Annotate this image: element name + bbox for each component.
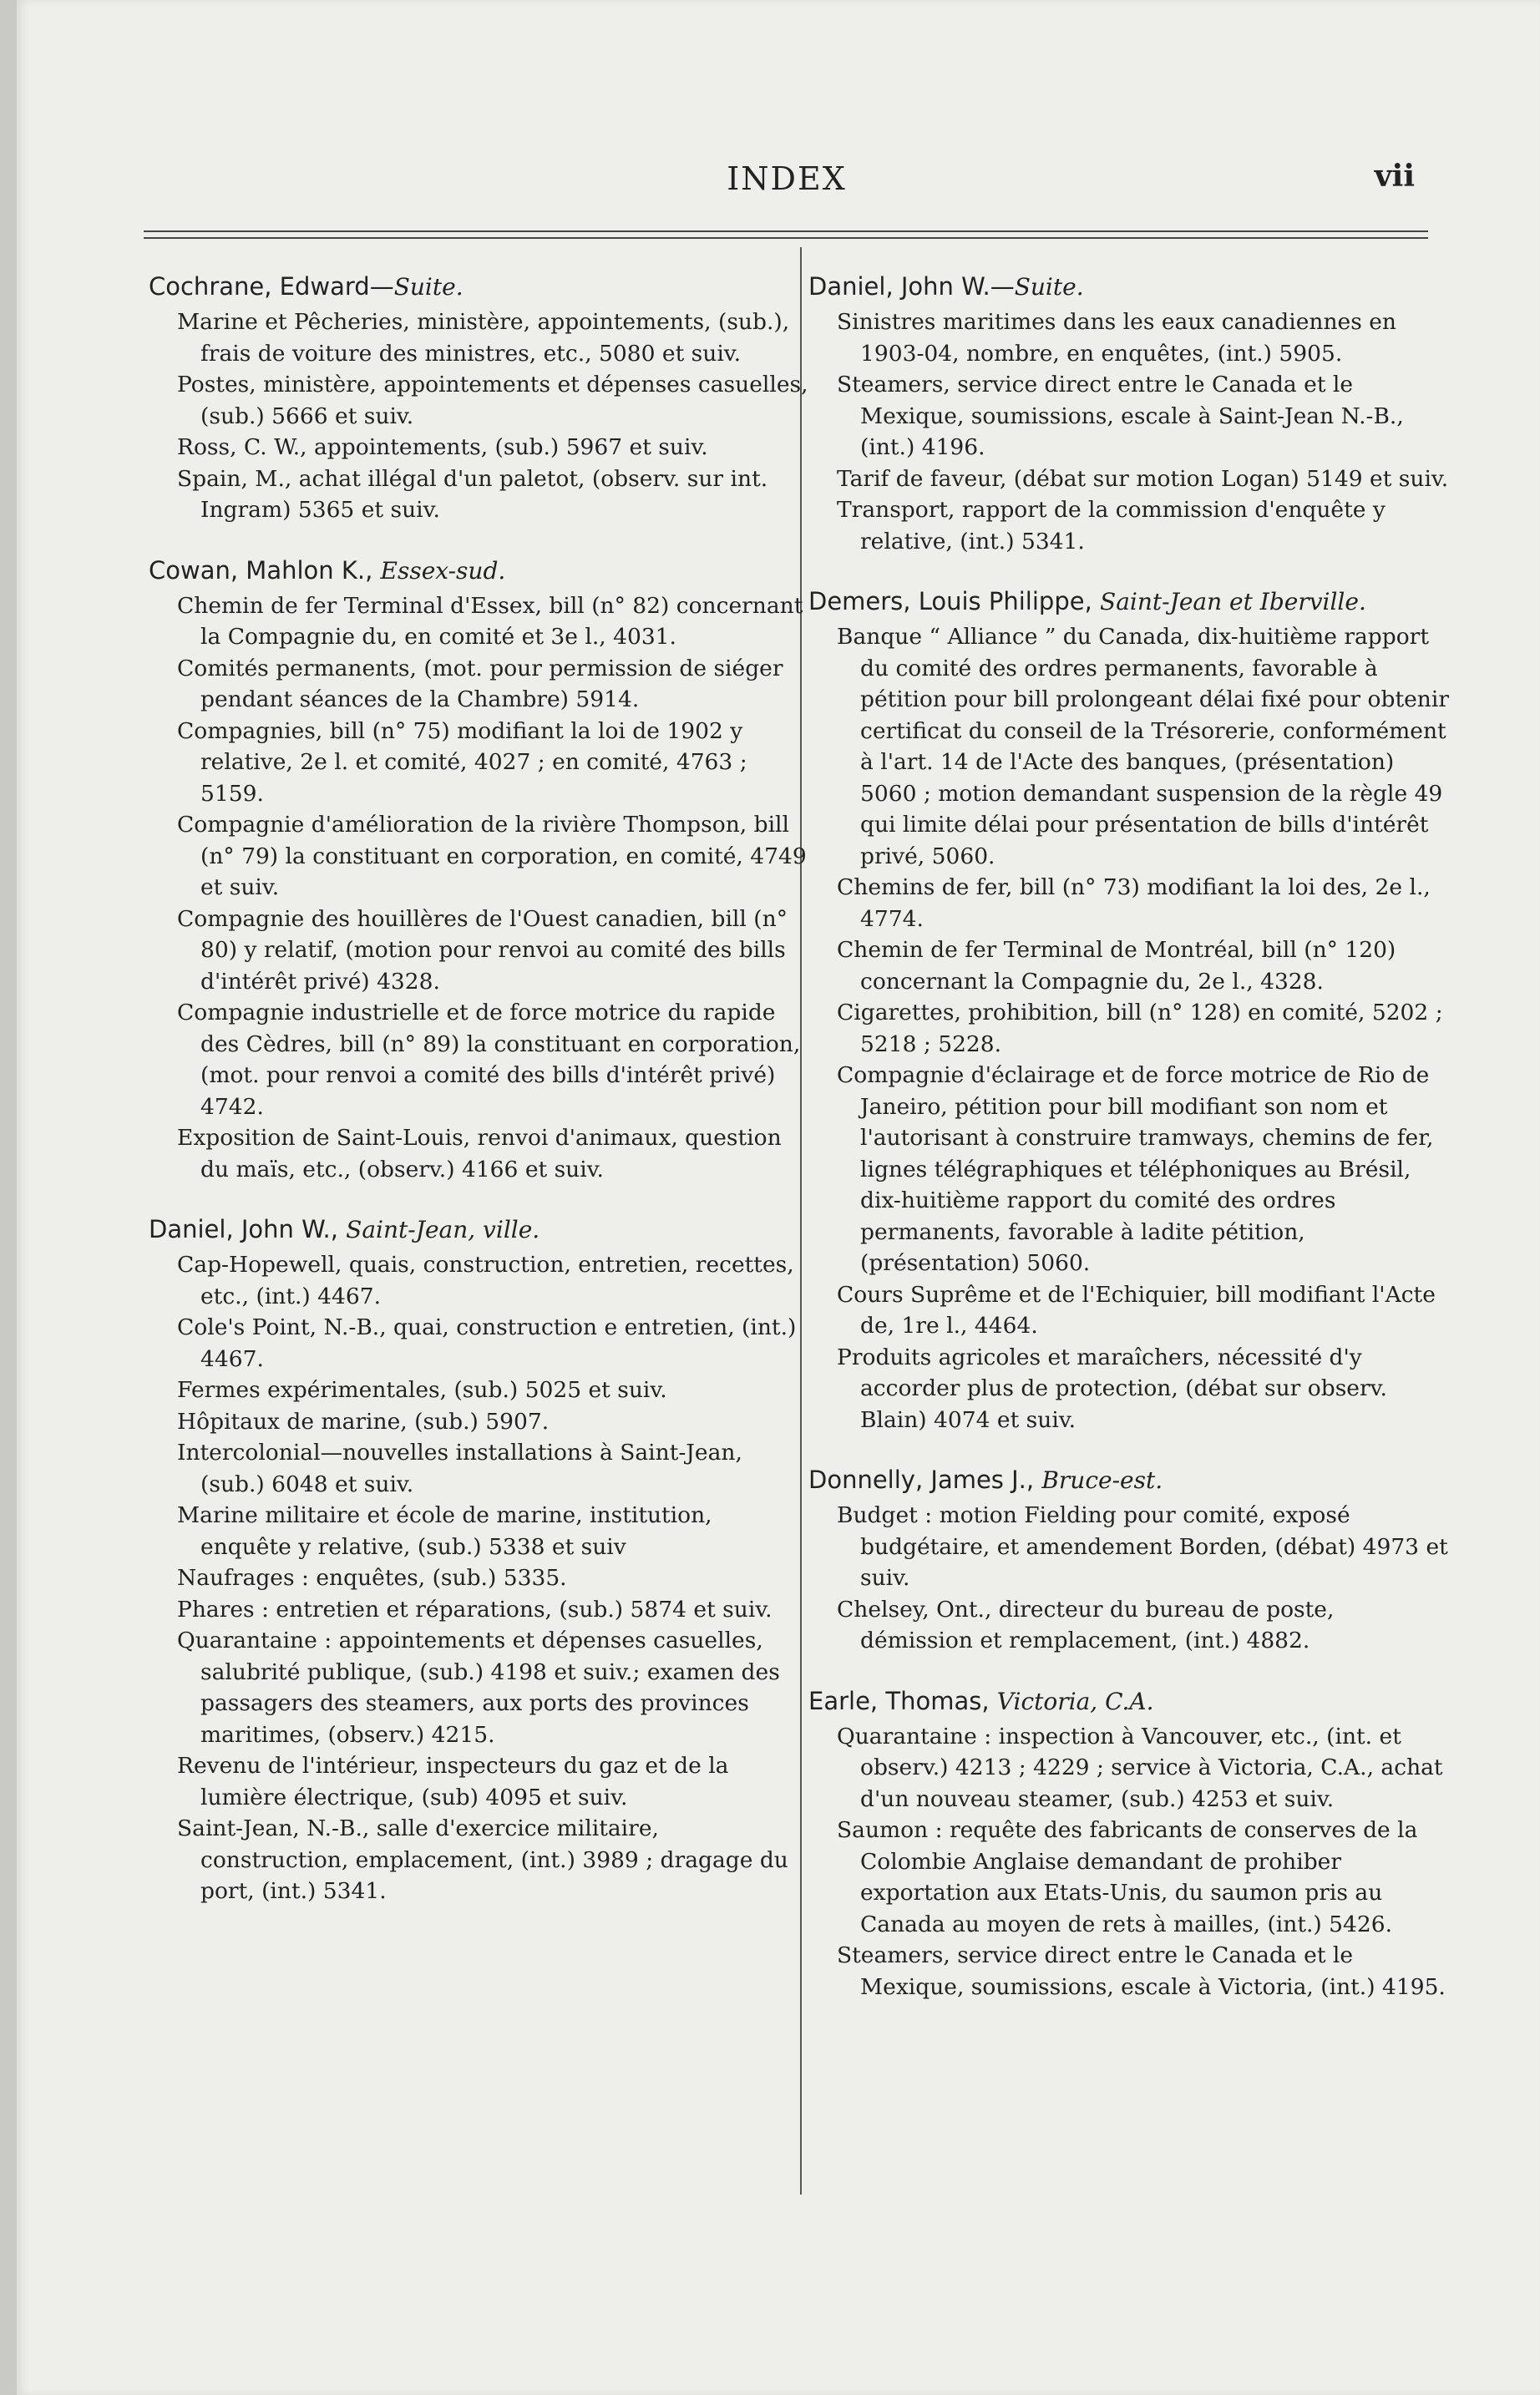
subentry: Chemins de fer, bill (n° 73) modifiant la loi des, 2e l., 4774. [837,874,1431,932]
riding-name: Saint-Jean et Iberville. [1100,588,1366,615]
riding-name: Essex-sud. [380,556,506,585]
right-column [808,267,1451,2028]
riding-name: Suite. [1014,273,1084,301]
subentry: Budget : motion Fielding pour comité, exposé budgétaire, et amendement Borden, (débat) 4973 et suiv. [837,1502,1448,1591]
subentry: Spain, M., achat illégal d'un paletot, (observ. sur int. Ingram) 5365 et suiv. [177,465,768,523]
index-entry [808,582,1451,1435]
left-column [149,267,808,1932]
member-name: Donnelly, James J., [808,1466,1035,1494]
riding-name: Saint-Jean, ville. [346,1216,540,1243]
entry-separator [1092,587,1100,615]
subentry: Exposition de Saint-Louis, renvoi d'animaux, question du maïs, etc., (observ.) 4166 et suiv. [177,1125,782,1182]
subentry: Phares : entretien et réparations, (sub.) 5874 et suiv. [177,1596,773,1623]
member-name: Cowan, Mahlon K., [149,555,373,585]
subentry: Compagnie d'éclairage et de force motrice de Rio de Janeiro, pétition pour bill modifiant son nom et l'autorisant à construire tramways, chemins de fer, lignes télégraphiques et téléphoniques au Brésil, dix-huitième rapport du comité des ordres permanents, favorable à ladite pétition, (présentation) 5060. [837,1062,1434,1276]
member-name: Daniel, John W., [149,1215,338,1243]
subentry: Naufrages : enquêtes, (sub.) 5335. [177,1565,567,1591]
subentry: Intercolonial—nouvelles installations à Saint-Jean, (sub.) 6048 et suiv. [177,1440,742,1497]
entry-heading [149,1210,808,1249]
index-entry [808,1682,1451,2003]
entry-separator [990,1687,997,1715]
subentry: Fermes expérimentales, (sub.) 5025 et suiv. [177,1377,667,1403]
entry-separator [338,1215,346,1243]
subentry: Ross, C. W., appointements, (sub.) 5967 et suiv. [177,434,708,460]
index-entry [149,551,808,1186]
document-page [17,0,1540,2395]
entry-separator [372,556,380,585]
entry-heading [808,1461,1451,1500]
subentry: Compagnie d'amélioration de la rivière Thompson, bill (n° 79) la constituant en corporation, en comité, 4749 et suiv. [177,812,807,900]
subentry: Cap-Hopewell, quais, construction, entretien, recettes, etc., (int.) 4467. [177,1252,794,1309]
entry-separator: — [990,272,1015,301]
subentry: Marine et Pêcheries, ministère, appointements, (sub.), frais de voiture des ministres, etc., 5080 et suiv. [177,309,790,367]
page-number: vii [1374,159,1415,194]
subentry: Quarantaine : inspection à Vancouver, etc., (int. et observ.) 4213 ; 4229 ; service à Victoria, C.A., achat d'un nouveau steamer, (sub.) 4253 et suiv. [837,1723,1443,1812]
index-entry [808,267,1451,557]
riding-name: Bruce-est. [1041,1466,1163,1494]
subentry: Revenu de l'intérieur, inspecteurs du gaz et de la lumière électrique, (sub) 4095 et suiv. [177,1753,729,1810]
entry-heading [808,582,1451,621]
member-name: Demers, Louis Philippe, [808,587,1092,615]
page-title: INDEX [727,160,847,197]
subentry: Saint-Jean, N.-B., salle d'exercice militaire, construction, emplacement, (int.) 3989 ; dragage du port, (int.) 5341. [177,1815,788,1904]
entry-heading [149,551,808,590]
subentry: Cigarettes, prohibition, bill (n° 128) en comité, 5202 ; 5218 ; 5228. [837,1000,1443,1057]
subentry: Chemin de fer Terminal d'Essex, bill (n° 82) concernant la Compagnie du, en comité et 3e l., 4031. [177,592,803,650]
subentry: Sinistres maritimes dans les eaux canadiennes en 1903-04, nombre, en enquêtes, (int.) 5905. [837,309,1396,367]
subentry: Chelsey, Ont., directeur du bureau de poste, démission et remplacement, (int.) 4882. [837,1596,1335,1653]
subentry: Transport, rapport de la commission d'enquête y relative, (int.) 5341. [837,497,1385,554]
subentry: Cole's Point, N.-B., quai, construction e entretien, (int.) 4467. [177,1314,797,1372]
entry-heading [149,267,808,306]
subentry: Compagnie industrielle et de force motrice du rapide des Cèdres, bill (n° 89) la constituant en corporation, (mot. pour renvoi a comité des bills d'intérêt privé) 4742. [177,1000,801,1120]
header-rule-bottom [144,237,1428,239]
subentry: Postes, ministère, appointements et dépenses casuelles, (sub.) 5666 et suiv. [177,372,808,429]
subentry: Saumon : requête des fabricants de conserves de la Colombie Anglaise demandant de prohiber exportation aux Etats-Unis, du saumon pris au Canada au moyen de rets à mailles, (int.) 5426. [837,1817,1418,1937]
subentry: Comités permanents, (mot. pour permission de siéger pendant séances de la Chambre) 5914. [177,655,783,712]
entry-separator: — [369,272,394,301]
entry-separator [1034,1466,1041,1494]
subentry: Banque “ Alliance ” du Canada, dix-huitième rapport du comité des ordres permanents, favorable à pétition pour bill prolongeant délai fixé pour obtenir certificat du conseil de la Trésorerie, conformément à l'art. 14 de l'Acte des banques, (présentation) 5060 ; motion demandant suspension de la règle 49 qui limite délai pour présentation de bills d'intérêt privé, 5060. [837,624,1449,869]
subentry: Steamers, service direct entre le Canada et le Mexique, soumissions, escale à Saint-Jean N.-B., (int.) 4196. [837,372,1404,460]
subentry: Steamers, service direct entre le Canada et le Mexique, soumissions, escale à Victoria, (int.) 4195. [837,1942,1446,2000]
index-entry [149,1210,808,1907]
subentry: Hôpitaux de marine, (sub.) 5907. [177,1408,550,1435]
subentry: Cours Suprême et de l'Echiquier, bill modifiant l'Acte de, 1re l., 4464. [837,1281,1436,1339]
entry-heading [808,267,1451,306]
subentry: Marine militaire et école de marine, institution, enquête y relative, (sub.) 5338 et suiv [177,1502,712,1560]
member-name: Earle, Thomas, [808,1686,990,1715]
index-entry [149,267,808,526]
member-name: Cochrane, Edward [149,272,370,301]
riding-name: Suite. [393,273,464,301]
subentry: Compagnies, bill (n° 75) modifiant la loi de 1902 y relative, 2e l. et comité, 4027 ; en comité, 4763 ; 5159. [177,717,747,807]
index-entry [808,1461,1451,1657]
subentry: Tarif de faveur, (débat sur motion Logan) 5149 et suiv. [837,465,1449,492]
riding-name: Victoria, C.A. [996,1687,1154,1715]
subentry: Compagnie des houillères de l'Ouest canadien, bill (n° 80) y relatif, (motion pour renvoi au comité des bills d'intérêt privé) 4328. [177,905,788,995]
header-rule-top [144,230,1428,232]
member-name: Daniel, John W. [808,272,990,301]
subentry: Chemin de fer Terminal de Montréal, bill (n° 120) concernant la Compagnie du, 2e l., 4328. [837,937,1396,995]
subentry: Quarantaine : appointements et dépenses casuelles, salubrité publique, (sub.) 4198 et suiv.; examen des passagers des steamers, aux ports des provinces maritimes, (observ.) 4215. [177,1628,780,1748]
entry-heading [808,1682,1451,1721]
subentry: Produits agricoles et maraîchers, nécessité d'y accorder plus de protection, (débat sur observ. Blain) 4074 et suiv. [837,1344,1387,1433]
